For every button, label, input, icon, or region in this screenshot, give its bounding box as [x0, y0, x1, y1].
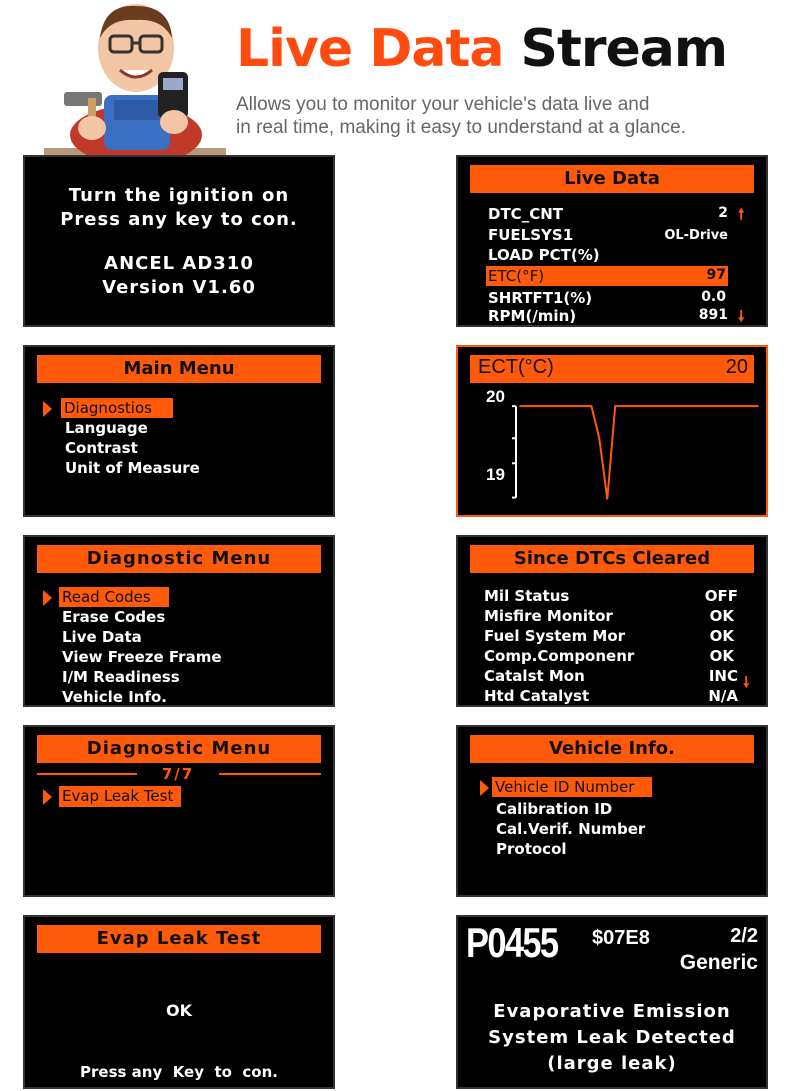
live-row-value: 891 — [698, 307, 728, 323]
ect-data-point — [614, 405, 616, 407]
ect-data-point — [662, 405, 664, 407]
ect-data-point — [670, 405, 672, 407]
ect-data-point — [646, 405, 648, 407]
live-row-label: FUELSYS1 — [488, 226, 574, 244]
ect-data-point — [678, 405, 680, 407]
menu-item-live-data[interactable]: Live Data — [62, 628, 142, 646]
dtc-code: P0455 — [466, 919, 558, 966]
ect-line-chart — [458, 347, 766, 515]
menu-item-cal-verif-number[interactable]: Cal.Verif. Number — [496, 820, 646, 838]
ect-data-point — [583, 405, 585, 407]
ect-data-point — [702, 405, 704, 407]
vehicle-info-screen — [456, 725, 768, 897]
dtc-type: Generic — [679, 951, 758, 974]
ect-data-point — [519, 405, 521, 407]
screen-title-bar: Vehicle Info. — [470, 735, 754, 763]
screen-title-bar: Live Data — [470, 165, 754, 193]
menu-item-view-freeze-frame[interactable]: View Freeze Frame — [62, 648, 222, 666]
screen-title-bar: Diagnostic Menu — [37, 735, 321, 763]
ect-data-point — [694, 405, 696, 407]
ect-data-point — [622, 405, 624, 407]
menu-item-vehicle-id-number[interactable]: Vehicle ID Number — [492, 777, 652, 797]
monitor-label: Htd Catalyst — [484, 687, 590, 705]
continue-prompt: Press any Key to con. — [80, 1063, 278, 1081]
arrow-down-icon[interactable]: 🠗 — [743, 673, 750, 691]
title-part-orange: Live Data — [236, 19, 504, 79]
ect-data-point — [749, 405, 751, 407]
ect-data-point — [606, 498, 608, 500]
ect-data-point — [718, 405, 720, 407]
menu-item-erase-codes[interactable]: Erase Codes — [62, 608, 166, 626]
graph-current-value: 20 — [725, 356, 748, 378]
live-row-value: 2 — [718, 205, 728, 221]
since-dtcs-cleared-screen — [456, 535, 768, 707]
monitor-label: Catalst Mon — [484, 667, 585, 685]
diagnostic-menu-page-screen — [23, 725, 335, 897]
ect-graph-screen — [456, 345, 768, 517]
ect-data-point — [710, 405, 712, 407]
start-screen — [23, 155, 335, 327]
live-row-label: RPM(/min) — [488, 307, 577, 325]
monitor-label: Misfire Monitor — [484, 607, 613, 625]
device-version: Version V1.60 — [102, 277, 256, 298]
live-row-label: LOAD PCT(%) — [488, 246, 600, 264]
menu-item-evap-leak-test[interactable]: Evap Leak Test — [59, 786, 181, 807]
monitor-status: OK — [709, 647, 734, 665]
menu-item-unit-of-measure[interactable]: Unit of Measure — [65, 459, 200, 477]
y-tick-label: 19 — [486, 465, 505, 484]
main-menu-screen — [23, 345, 335, 517]
monitor-status: INC — [708, 667, 738, 685]
start-line-1: Turn the ignition on — [68, 185, 290, 206]
ect-data-point — [686, 405, 688, 407]
live-row-value: 0.0 — [701, 289, 726, 305]
graph-title: ECT(°C) — [478, 356, 554, 378]
live-row-label: SHRTFT1(%) — [488, 289, 593, 307]
screen-title-bar: Since DTCs Cleared — [470, 545, 754, 573]
ect-data-point — [638, 405, 640, 407]
ecu-module-id: $07E8 — [592, 927, 650, 949]
ect-data-point — [757, 405, 759, 407]
screen-title-bar: Diagnostic Menu — [37, 545, 321, 573]
ect-data-point — [591, 405, 593, 407]
ect-series-line — [520, 406, 758, 499]
menu-item-im-readiness[interactable]: I/M Readiness — [62, 668, 180, 686]
ect-data-point — [725, 405, 727, 407]
menu-item-read-codes[interactable]: Read Codes — [59, 587, 169, 607]
test-result: OK — [166, 1001, 192, 1020]
dtc-description-line: System Leak Detected — [488, 1027, 736, 1048]
ect-data-point — [535, 405, 537, 407]
live-row-label: ETC(°F) — [488, 267, 545, 285]
selection-pointer-icon — [480, 780, 489, 796]
screen-title-bar: Evap Leak Test — [37, 925, 321, 953]
ect-data-point — [543, 405, 545, 407]
live-row-value: 97 — [706, 267, 726, 283]
live-row-value: OL-Drive — [664, 228, 728, 243]
ect-data-point — [567, 405, 569, 407]
subtitle-line: Allows you to monitor your vehicle's data live and — [236, 94, 650, 115]
menu-item-calibration-id[interactable]: Calibration ID — [496, 800, 613, 818]
ect-data-point — [630, 405, 632, 407]
evap-leak-test-screen — [23, 915, 335, 1089]
menu-item-protocol[interactable]: Protocol — [496, 840, 567, 858]
ect-data-point — [654, 405, 656, 407]
monitor-status: N/A — [708, 687, 738, 705]
monitor-status: OK — [709, 607, 734, 625]
device-model: ANCEL AD310 — [104, 253, 254, 274]
ect-data-point — [741, 405, 743, 407]
dtc-detail-screen — [456, 915, 768, 1089]
live-row-label: DTC_CNT — [488, 205, 563, 223]
menu-item-contrast[interactable]: Contrast — [65, 439, 138, 457]
page-divider — [37, 773, 137, 775]
ect-data-point — [575, 405, 577, 407]
page-indicator: 7/7 — [161, 765, 195, 783]
diagnostic-menu-screen — [23, 535, 335, 707]
ect-data-point — [551, 405, 553, 407]
arrow-down-icon[interactable]: 🠗 — [738, 307, 745, 325]
monitor-status: OFF — [704, 587, 738, 605]
selection-pointer-icon — [43, 789, 52, 805]
page-subtitle — [236, 93, 686, 139]
mascot-illustration — [44, 0, 226, 156]
live-data-screen — [456, 155, 768, 327]
monitor-status: OK — [709, 627, 734, 645]
arrow-up-icon[interactable]: 🠕 — [738, 205, 745, 223]
y-tick-label: 20 — [486, 387, 505, 406]
monitor-label: Comp.Componenr — [484, 647, 635, 665]
menu-item-vehicle-info[interactable]: Vehicle Info. — [62, 688, 167, 706]
menu-item-language[interactable]: Language — [65, 419, 148, 437]
dtc-page-indicator: 2/2 — [730, 925, 758, 947]
monitor-label: Mil Status — [484, 587, 570, 605]
selection-pointer-icon — [43, 590, 52, 606]
ect-data-point — [599, 437, 601, 439]
screen-title-bar: Main Menu — [37, 355, 321, 383]
dtc-description-line: Evaporative Emission — [493, 1001, 731, 1022]
start-line-2: Press any key to con. — [60, 209, 298, 230]
menu-item-diagnostics[interactable]: Diagnostios — [61, 398, 173, 418]
ect-data-point — [527, 405, 529, 407]
selection-pointer-icon — [43, 401, 52, 417]
ect-data-point — [733, 405, 735, 407]
page-divider — [219, 773, 321, 775]
ect-data-point — [559, 405, 561, 407]
page-title — [236, 14, 727, 84]
subtitle-line: in real time, making it easy to understand at a glance. — [236, 117, 686, 138]
dtc-description-line: (large leak) — [547, 1053, 677, 1074]
monitor-label: Fuel System Mor — [484, 627, 626, 645]
title-part-black: Stream — [520, 19, 728, 79]
